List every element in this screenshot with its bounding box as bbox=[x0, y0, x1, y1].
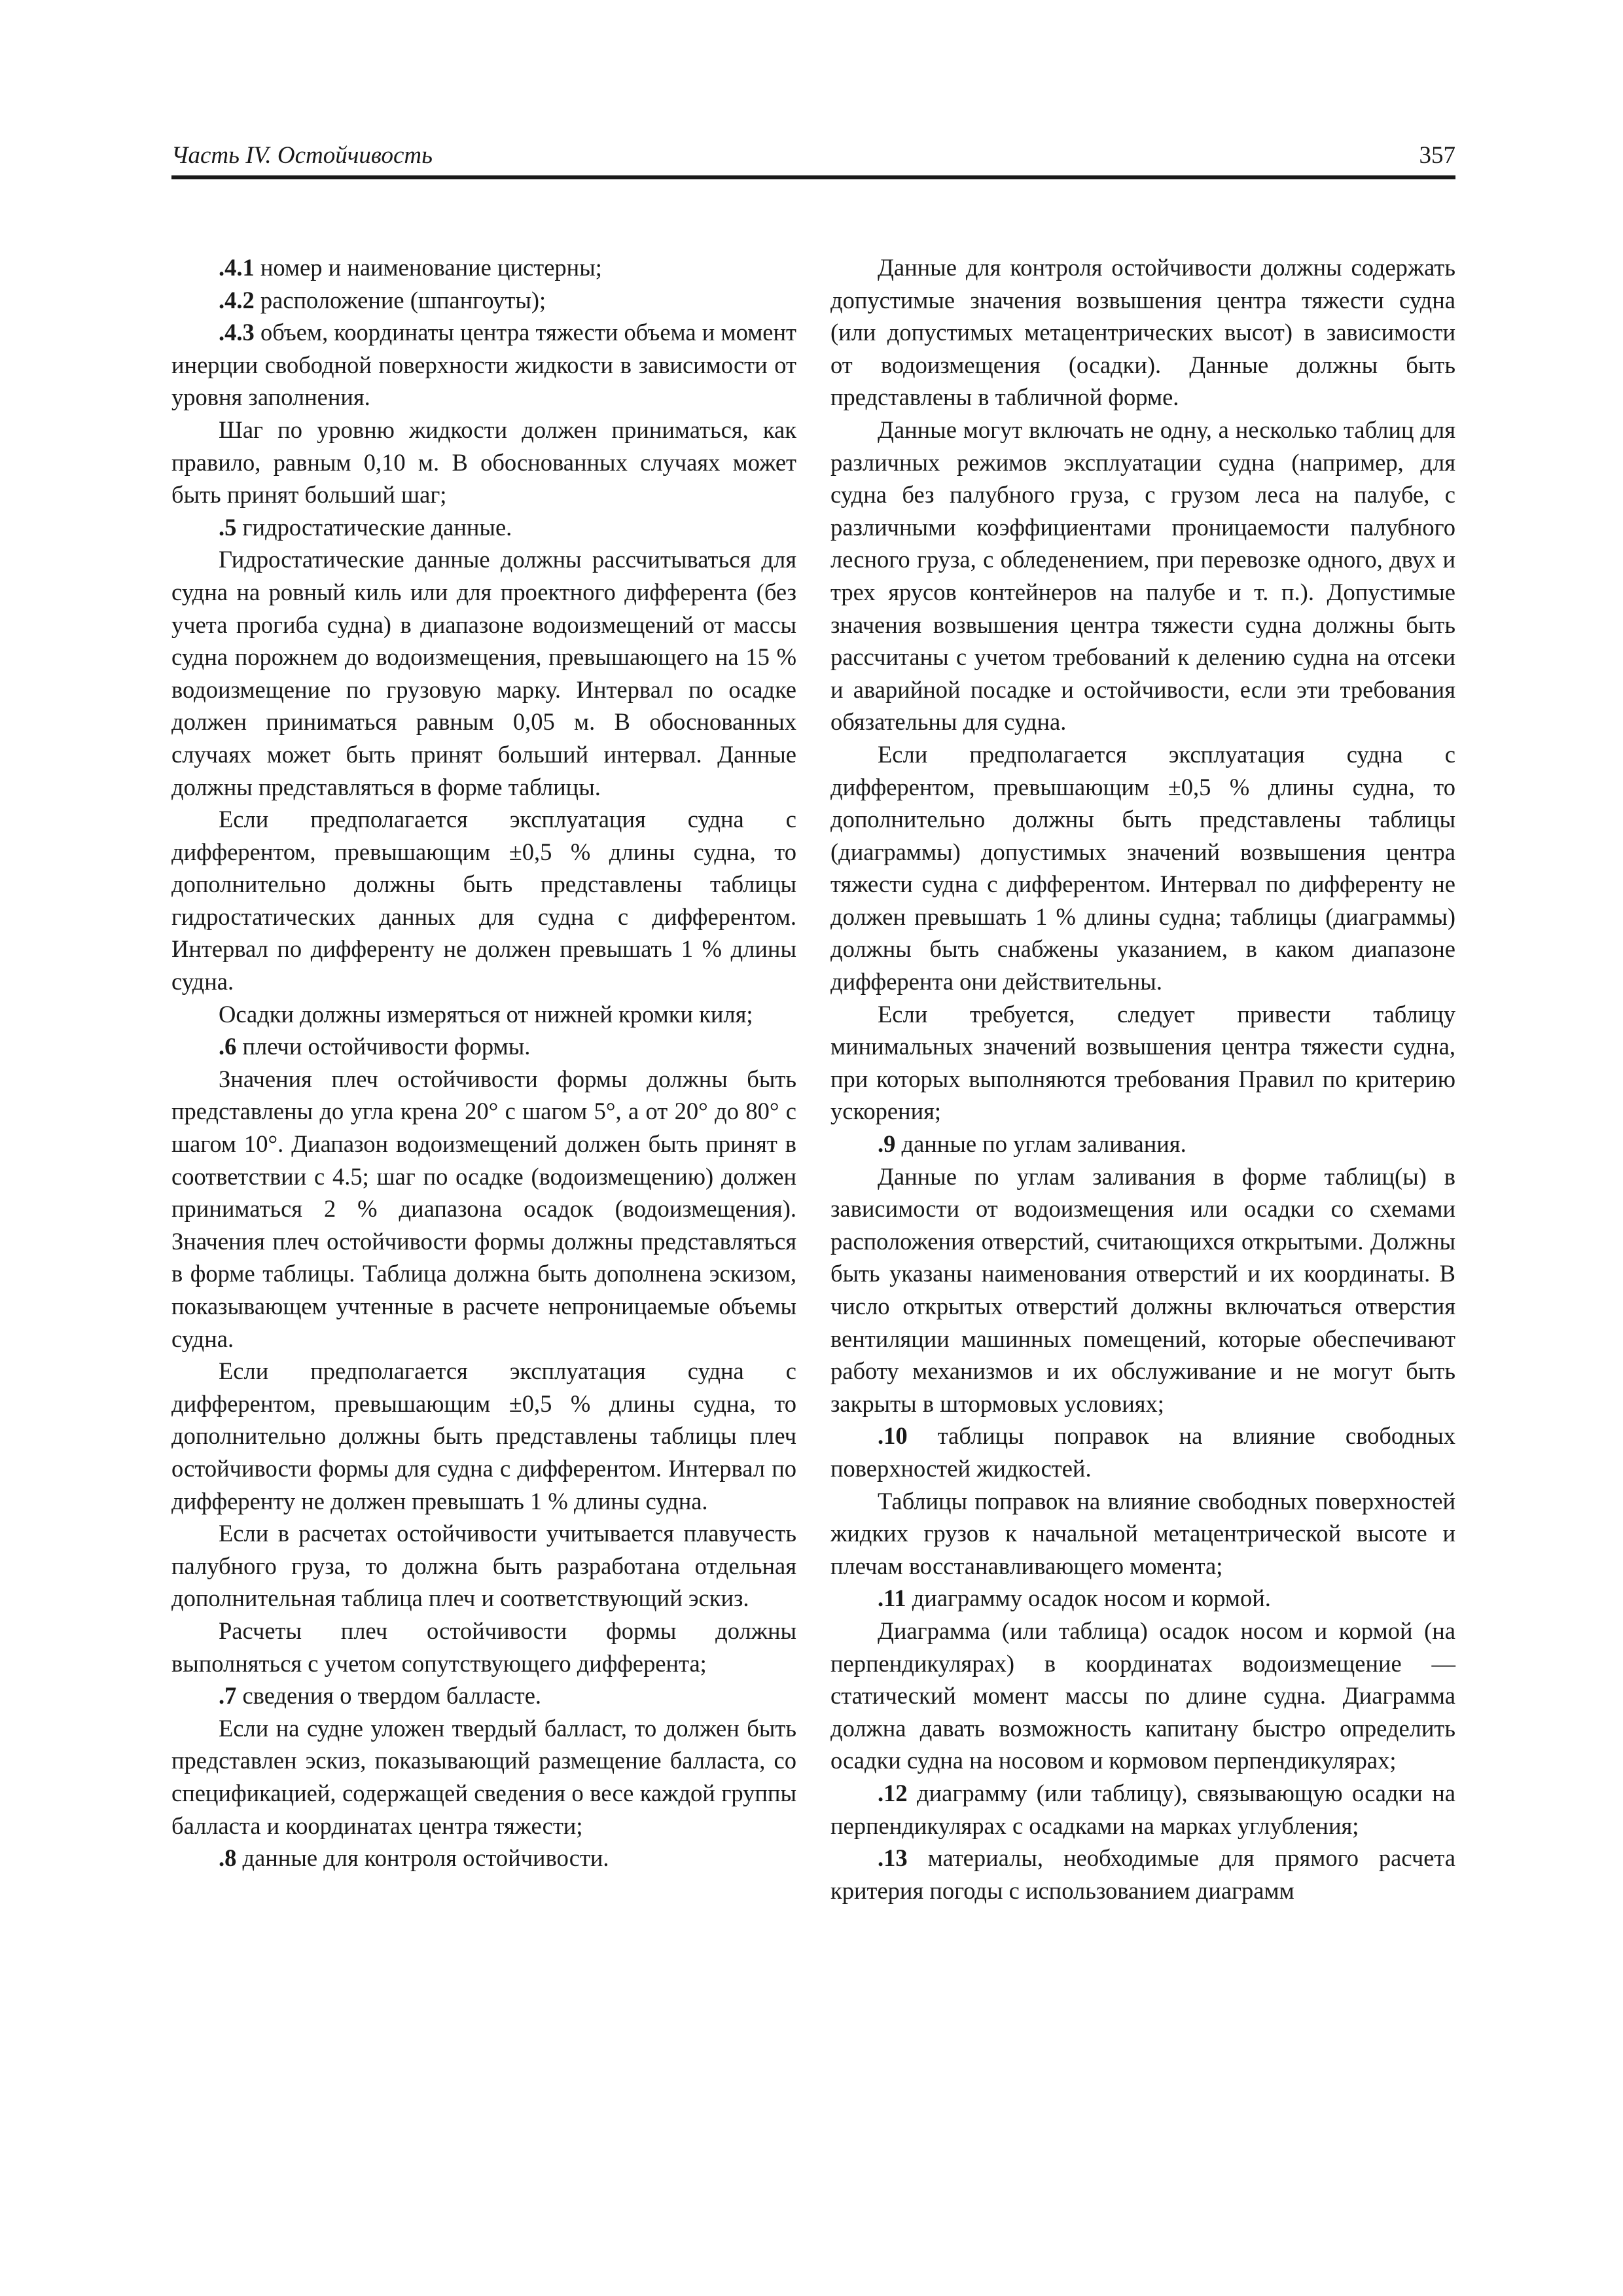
paragraph-text: номер и наименование цистерны; bbox=[254, 254, 602, 281]
paragraph bbox=[171, 511, 796, 544]
paragraph-text: Данные могут включать не одну, а несколько таблиц для различных режимов эксплуатации судна (например, для судна без палубного груза, с грузом леса на палубе, с различными коэффициентами проницаемости палубного лесного груза, с обледенением, при перевозке одного, двух и трех ярусов контейнеров на палубе и т. п.). Допустимые значения возвышения центра тяжести судна должны быть рассчитаны с учетом требований к делению судна на отсеки и аварийной посадке и остойчивости, если эти требования обязательны для судна. bbox=[830, 416, 1455, 736]
item-number: .12 bbox=[878, 1779, 908, 1806]
paragraph bbox=[171, 1615, 796, 1679]
paragraph bbox=[171, 1063, 796, 1355]
paragraph-text: Если требуется, следует привести таблицу минимальных значений возвышения центра тяжести судна, при которых выполняются требования Правил по критерию ускорения; bbox=[830, 1000, 1455, 1125]
item-number: .13 bbox=[878, 1844, 908, 1872]
paragraph bbox=[830, 1582, 1455, 1615]
paragraph-text: гидростатические данные. bbox=[236, 513, 512, 541]
paragraph-text: плечи остойчивости формы. bbox=[236, 1033, 531, 1060]
paragraph-text: данные по углам заливания. bbox=[895, 1130, 1186, 1158]
item-number: .9 bbox=[878, 1130, 896, 1158]
page-header bbox=[171, 141, 1455, 180]
paragraph bbox=[830, 738, 1455, 998]
paragraph bbox=[830, 1485, 1455, 1583]
paragraph bbox=[830, 998, 1455, 1128]
paragraph-text: Если на судне уложен твердый балласт, то должен быть представлен эскиз, показывающий размещение балласта, со спецификацией, содержащей сведения о весе каждой группы балласта и координатах центра тяжести; bbox=[171, 1714, 796, 1839]
item-number: .4.1 bbox=[219, 254, 255, 281]
paragraph bbox=[830, 1160, 1455, 1420]
paragraph-text: Если в расчетах остойчивости учитывается плавучесть палубного груза, то должна быть разработана отдельная дополнительная таблица плеч и соответствующий эскиз. bbox=[171, 1520, 796, 1612]
left-column bbox=[171, 251, 796, 1874]
paragraph bbox=[171, 414, 796, 511]
paragraph-text: Расчеты плеч остойчивости формы должны выполняться с учетом сопутствующего дифферента; bbox=[171, 1617, 796, 1677]
paragraph-text: диаграмму (или таблицу), связывающую осадки на перпендикулярах с осадками на марках углубления; bbox=[830, 1779, 1455, 1839]
paragraph-text: Если предполагается эксплуатация судна с дифферентом, превышающим ±0,5 % длины судна, то дополнительно должны быть представлены таблицы гидростатических данных для судна с дифферентом. Интервал по дифференту не должен превышать 1 % длины судна. bbox=[171, 806, 796, 996]
item-number: .10 bbox=[878, 1422, 908, 1450]
paragraph bbox=[171, 998, 796, 1031]
paragraph-text: Таблицы поправок на влияние свободных поверхностей жидких грузов к начальной метацентрической высоте и плечам восстанавливающего момента; bbox=[830, 1487, 1455, 1579]
paragraph-text: Гидростатические данные должны рассчитываться для судна на ровный киль или для проектного дифферента (без учета прогиба судна) в диапазоне водоизмещений от массы судна порожнем до водоизмещения, превышающего на 15 % водоизмещение по грузовую марку. Интервал по осадке должен приниматься равным 0,05 м. В обоснованных случаях может быть принят больший интервал. Данные должны представляться в форме таблицы. bbox=[171, 546, 796, 800]
header-rule bbox=[171, 175, 1455, 179]
paragraph-text: сведения о твердом балласте. bbox=[236, 1682, 542, 1710]
running-title: Часть IV. Остойчивость bbox=[171, 142, 433, 169]
item-number: .5 bbox=[219, 513, 237, 541]
paragraph bbox=[171, 1030, 796, 1063]
paragraph bbox=[171, 803, 796, 998]
paragraph-text: Данные по углам заливания в форме таблиц(ы) в зависимости от водоизмещения или осадки со схемами расположения отверстий, считающихся открытыми. Должны быть указаны наименования отверстий и их координаты. В число открытых отверстий должны включаться отверстия вентиляции машинных помещений, которые обеспечивают работу механизмов и их обслуживание и не могут быть закрыты в штормовых условиях; bbox=[830, 1162, 1455, 1417]
paragraph bbox=[171, 1679, 796, 1712]
item-number: .4.3 bbox=[219, 319, 255, 346]
page-number: 357 bbox=[1419, 142, 1455, 169]
paragraph bbox=[830, 251, 1455, 414]
paragraph-text: Если предполагается эксплуатация судна с дифферентом, превышающим ±0,5 % длины судна, то дополнительно должны быть представлены таблицы плеч остойчивости формы для судна с дифферентом. Интервал по дифференту не должен превышать 1 % длины судна. bbox=[171, 1357, 796, 1515]
paragraph bbox=[830, 1128, 1455, 1160]
item-number: .6 bbox=[219, 1033, 237, 1060]
paragraph bbox=[171, 1517, 796, 1615]
paragraph bbox=[830, 1777, 1455, 1842]
paragraph bbox=[171, 316, 796, 414]
paragraph-text: Значения плеч остойчивости формы должны быть представлены до угла крена 20° с шагом 5°, а от 20° до 80° с шагом 10°. Диапазон водоизмещений должен быть принят в соответствии с 4.5; шаг по осадке (водоизмещению) должен приниматься 2 % диапазона осадок (водоизмещения). Значения плеч остойчивости формы должны представляться в форме таблицы. Таблица должна быть дополнена эскизом, показывающем учтенные в расчете непроницаемые объемы судна. bbox=[171, 1065, 796, 1352]
paragraph bbox=[171, 251, 796, 284]
paragraph-text: Если предполагается эксплуатация судна с дифферентом, превышающим ±0,5 % длины судна, то дополнительно должны быть представлены таблицы (диаграммы) допустимых значений возвышения центра тяжести судна с дифферентом. Интервал по дифференту не должен превышать 1 % длины судна; таблицы (диаграммы) должны быть снабжены указанием, в каком диапазоне дифферента они действительны. bbox=[830, 740, 1455, 996]
right-column bbox=[830, 251, 1455, 1907]
paragraph-text: расположение (шпангоуты); bbox=[254, 286, 546, 314]
paragraph bbox=[830, 414, 1455, 738]
paragraph-text: таблицы поправок на влияние свободных поверхностей жидкостей. bbox=[830, 1422, 1455, 1482]
paragraph-text: Шаг по уровню жидкости должен приниматься, как правило, равным 0,10 м. В обоснованных случаях может быть принят больший шаг; bbox=[171, 416, 796, 509]
paragraph-text: Диаграмма (или таблица) осадок носом и кормой (на перпендикулярах) в координатах водоизмещение — статический момент массы по длине судна. Диаграмма должна давать возможность капитану быстро определить осадки судна на носовом и кормовом перпендикулярах; bbox=[830, 1617, 1455, 1774]
paragraph bbox=[171, 1712, 796, 1842]
paragraph-text: Осадки должны измеряться от нижней кромки киля; bbox=[219, 1000, 753, 1028]
item-number: .11 bbox=[878, 1585, 906, 1612]
paragraph-text: данные для контроля остойчивости. bbox=[236, 1844, 609, 1872]
paragraph bbox=[171, 1842, 796, 1874]
paragraph-text: материалы, необходимые для прямого расчета критерия погоды с использованием диаграмм bbox=[830, 1844, 1455, 1904]
paragraph bbox=[830, 1842, 1455, 1907]
paragraph-text: диаграмму осадок носом и кормой. bbox=[906, 1585, 1271, 1612]
paragraph bbox=[830, 1615, 1455, 1777]
paragraph-text: объем, координаты центра тяжести объема и момент инерции свободной поверхности жидкости в зависимости от уровня заполнения. bbox=[171, 319, 796, 411]
paragraph-text: Данные для контроля остойчивости должны содержать допустимые значения возвышения центра тяжести судна (или допустимых метацентрических высот) в зависимости от водоизмещения (осадки). Данные должны быть представлены в табличной форме. bbox=[830, 254, 1455, 411]
paragraph bbox=[171, 543, 796, 803]
paragraph bbox=[830, 1420, 1455, 1484]
paragraph bbox=[171, 284, 796, 317]
item-number: .7 bbox=[219, 1682, 237, 1710]
item-number: .4.2 bbox=[219, 286, 255, 314]
paragraph bbox=[171, 1355, 796, 1517]
item-number: .8 bbox=[219, 1844, 237, 1872]
